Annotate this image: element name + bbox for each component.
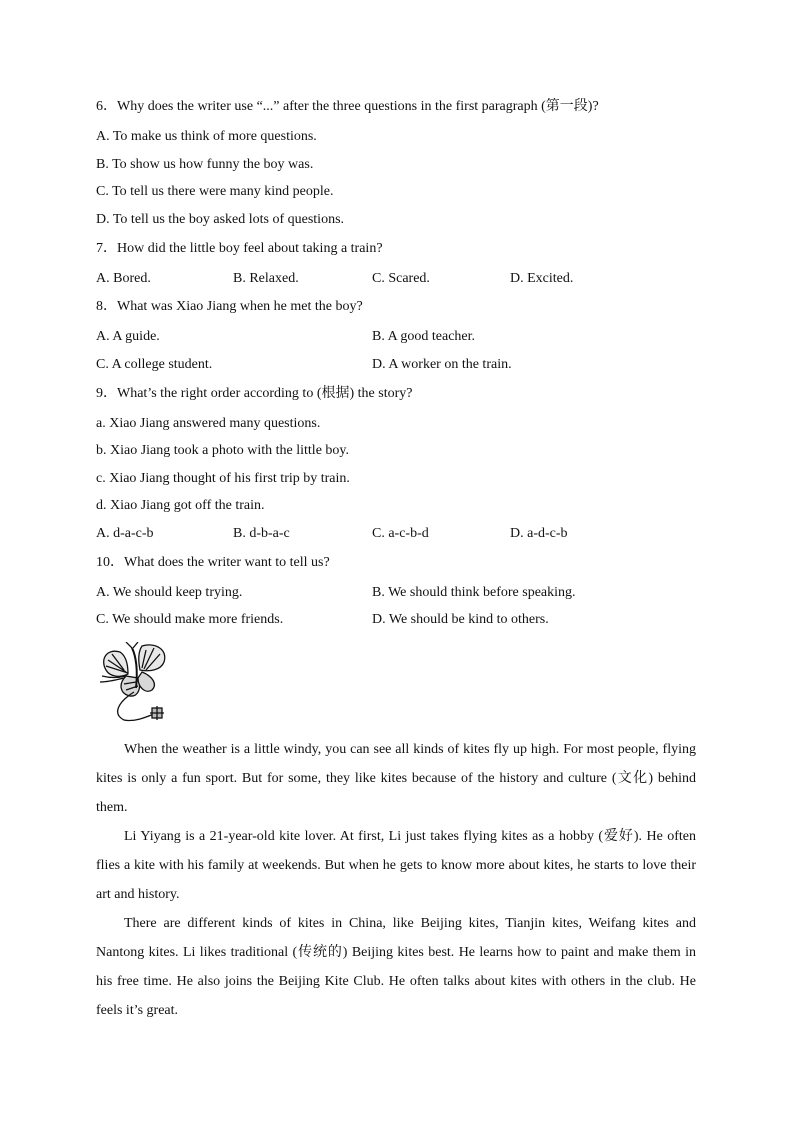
passage-paragraph-2: Li Yiyang is a 21-year-old kite lover. At first, Li just takes flying kites as a hobby (爱好). He often flies a kite with his family at weekends. But when he gets to know more about kites, he starts to love their art and history. — [96, 829, 696, 902]
question-9-event-c: c. Xiao Jiang thought of his first trip by train. — [96, 471, 350, 486]
question-9-option-b: B. d-b-a-c — [233, 526, 290, 541]
question-7-option-c: C. Scared. — [372, 271, 430, 286]
question-10-option-a: A. We should keep trying. — [96, 585, 243, 600]
question-8-option-c: C. A college student. — [96, 357, 213, 372]
question-10-option-b: B. We should think before speaking. — [372, 585, 576, 600]
question-9-event-d: d. Xiao Jiang got off the train. — [96, 498, 265, 513]
question-8-option-b: B. A good teacher. — [372, 329, 476, 344]
question-7-option-b: B. Relaxed. — [233, 271, 299, 286]
question-8-option-a: A. A guide. — [96, 329, 160, 344]
question-10-option-d: D. We should be kind to others. — [372, 612, 549, 627]
question-9-option-d: D. a-d-c-b — [510, 526, 568, 541]
question-9-stem: 9．What’s the right order according to (根据) the story? — [96, 386, 413, 401]
kite-illustration — [98, 642, 172, 724]
question-9-event-b: b. Xiao Jiang took a photo with the little boy. — [96, 443, 350, 458]
question-6-option-c: C. To tell us there were many kind people. — [96, 184, 334, 199]
question-7-stem: 7．How did the little boy feel about taking a train? — [96, 241, 383, 256]
question-6-option-d: D. To tell us the boy asked lots of questions. — [96, 212, 345, 227]
question-9-option-a: A. d-a-c-b — [96, 526, 154, 541]
question-9-option-c: C. a-c-b-d — [372, 526, 429, 541]
question-6-stem: 6．Why does the writer use “...” after the three questions in the first paragraph (第一段)? — [96, 99, 599, 114]
question-8-option-d: D. A worker on the train. — [372, 357, 512, 372]
question-6-option-a: A. To make us think of more questions. — [96, 129, 317, 144]
question-10-stem: 10．What does the writer want to tell us? — [96, 555, 330, 570]
question-9-event-a: a. Xiao Jiang answered many questions. — [96, 416, 321, 431]
question-10-option-c: C. We should make more friends. — [96, 612, 284, 627]
passage-paragraph-3: There are different kinds of kites in China, like Beijing kites, Tianjin kites, Weifang kites and Nantong kites. Li likes traditional (传统的) Beijing kites best. He learns how to paint and make them in his free time. He also joins the Beijing Kite Club. He often talks about kites with others in the club. He feels it’s great. — [96, 916, 696, 1018]
question-8-stem: 8．What was Xiao Jiang when he met the boy? — [96, 299, 363, 314]
question-7-option-d: D. Excited. — [510, 271, 574, 286]
question-6-option-b: B. To show us how funny the boy was. — [96, 157, 314, 172]
question-7-option-a: A. Bored. — [96, 271, 151, 286]
passage-paragraph-1: When the weather is a little windy, you can see all kinds of kites fly up high. For most people, flying kites is only a fun sport. But for some, they like kites because of the history and culture (文化) behind them. — [96, 742, 696, 815]
